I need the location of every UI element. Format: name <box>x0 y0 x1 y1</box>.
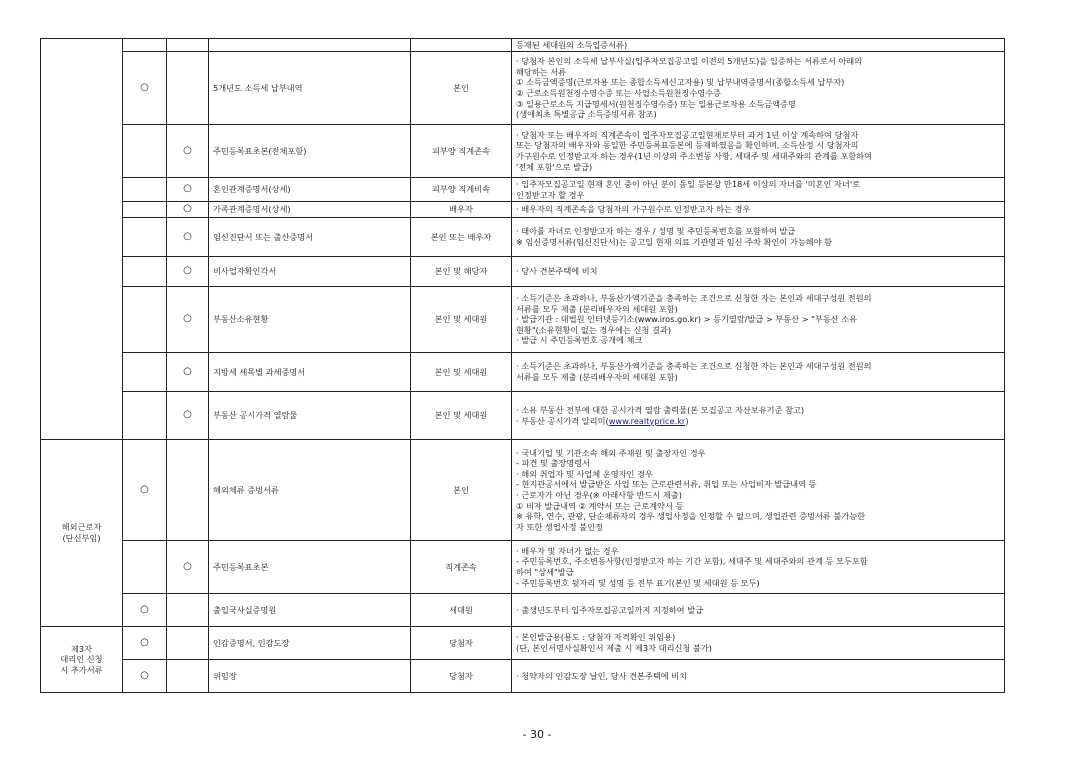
note-line: '전체 포함'으로 발급) <box>516 161 593 172</box>
note-line: · 당첨자 본인의 소득세 납부사실(입주자모집공고일 이전의 5개년도)을 입증하는 서류로서 아래의 <box>516 56 863 67</box>
document-name: 주민등록표초본(전체포함) <box>209 125 411 178</box>
check-mark-secondary: ○ <box>167 257 209 287</box>
note-line: ※ 유학, 연수, 관광, 단순체류자의 경우 생업사정을 인정할 수 없으며, 생업관련 증빙서류 불가능한 <box>516 511 866 522</box>
document-name: 임신진단서 또는 출산증명서 <box>209 218 411 257</box>
document-note <box>512 125 1005 178</box>
check-mark-secondary: ○ <box>167 287 209 353</box>
note-line: · 소득기준은 초과하나, 부동산가액기준을 충족하는 조건으로 신청한 자는 본인과 세대구성원 전원의 <box>516 361 872 372</box>
check-mark-primary <box>123 218 167 257</box>
document-name: 가족관계증명서(상세) <box>209 202 411 218</box>
table-row <box>41 353 1005 392</box>
note-line: 현황"(소유현황이 없는 경우에는 신청 결과) <box>516 324 672 335</box>
table-row <box>41 541 1005 594</box>
document-note <box>512 353 1005 392</box>
table-row <box>41 627 1005 660</box>
document-note <box>512 594 1005 627</box>
document-note <box>512 440 1005 541</box>
document-name: 인감증명서, 인감도장 <box>209 627 411 660</box>
table-row <box>41 202 1005 218</box>
document-note <box>512 257 1005 287</box>
note-line: · 발급기관 : 대법원 인터넷등기소(www.iros.go.kr) > 등기열람/발급 > 부동산 > "부동산 소유 <box>516 314 858 325</box>
check-mark-secondary <box>167 39 209 52</box>
note-line: 하여 "상세"발급 <box>516 567 574 577</box>
check-mark-secondary: ○ <box>167 218 209 257</box>
check-mark-primary: ○ <box>123 52 167 125</box>
document-requirements-table <box>40 38 1005 693</box>
document-note <box>512 39 1005 52</box>
document-name: 비사업자확인각서 <box>209 257 411 287</box>
note-line: 서류를 모두 제출 (분리배우자의 세대원 포함) <box>516 303 678 314</box>
applicant-target: 직계존속 <box>411 541 512 594</box>
table-row <box>41 178 1005 202</box>
page-number: - 30 - <box>522 728 552 741</box>
realtyprice-link[interactable]: www.realtyprice.kr <box>608 415 686 426</box>
check-mark-secondary <box>167 440 209 541</box>
document-name: 주민등록표초본 <box>209 541 411 594</box>
note-line: · 소득기준은 초과하나, 부동산가액기준을 충족하는 조건으로 신청한 자는 본인과 세대구성원 전원의 <box>516 293 872 304</box>
check-mark-secondary: ○ <box>167 202 209 218</box>
check-mark-primary: ○ <box>123 594 167 627</box>
applicant-target: 피부양 직계존속 <box>411 125 512 178</box>
note-line: · 당첨자 또는 배우자의 직계존속이 입주자모집공고일현재로부터 과거 1년 이상 계속하여 당첨자 <box>516 129 859 140</box>
document-note <box>512 218 1005 257</box>
note-line: ① 소득금액증명(근로자용 또는 종합소득세신고자용) 및 납부내역증명서(종합소득세 납부자) <box>516 77 845 88</box>
document-name: 출입국사실증명원 <box>209 594 411 627</box>
note-line: · 해외 취업자 및 사업체 운영자인 경우 <box>516 468 653 479</box>
check-mark-primary <box>123 257 167 287</box>
check-mark-secondary: ○ <box>167 353 209 392</box>
note-line: 해당하는 서류 <box>516 66 567 77</box>
table-row <box>41 39 1005 52</box>
check-mark-secondary <box>167 594 209 627</box>
document-note <box>512 178 1005 202</box>
note-line: · 배우자 및 자녀가 없는 경우 <box>516 545 619 556</box>
table-row <box>41 125 1005 178</box>
note-line: · 배우자의 직계존속을 당첨자의 가구원수로 인정받고자 하는 경우 <box>516 204 751 215</box>
section-label: 해외근로자 (단신부임) <box>41 440 123 627</box>
document-name: 부동산소유현황 <box>209 287 411 353</box>
check-mark-primary <box>123 287 167 353</box>
note-line: · 태아를 자녀로 인정받고자 하는 경우 / 성명 및 주민등록번호를 포함하여 발급 <box>516 226 796 237</box>
check-mark-secondary <box>167 627 209 660</box>
note-line: ② 근로소득원천징수영수증 또는 사업소득원천징수영수증 <box>516 88 721 98</box>
table-row <box>41 392 1005 440</box>
note-line: ① 비자 발급내역 ② 계약서 또는 근로계약서 등 <box>516 500 684 511</box>
note-line: - 주민등록번호 뒷자리 및 성명 등 전부 표기(본인 및 세대원 등 모두) <box>516 577 760 588</box>
applicant-target: 배우자 <box>411 202 512 218</box>
check-mark-secondary: ○ <box>167 178 209 202</box>
note-line: · 입주자모집공고일 현재 혼인 중이 아닌 분이 동일 등본상 만18세 이상의 자녀를 '미혼인 자녀'로 <box>516 178 860 189</box>
note-line: 등재된 세대원의 소득입증서류) <box>516 39 628 50</box>
applicant-target: 본인 및 세대원 <box>411 287 512 353</box>
table-row <box>41 257 1005 287</box>
document-note <box>512 660 1005 693</box>
section-label: 제3자 대리인 신청 시 추가서류 <box>41 627 123 693</box>
applicant-target: 본인 및 세대원 <box>411 353 512 392</box>
note-line: · 청약자의 인감도장 날인, 당사 견본주택에 비치 <box>516 670 688 681</box>
note-line: 자 또한 생업사정 불인정 <box>516 521 603 532</box>
section-label <box>41 39 123 440</box>
note-line: (단, 본인서명사실확인서 제출 시 제3자 대리신청 불가) <box>516 643 712 653</box>
document-name: 부동산 공시가격 열람물 <box>209 392 411 440</box>
note-line: ③ 일용근로소득 지급명세서(원천징수영수증) 또는 일용근로자용 소득금액증명 <box>516 98 796 109</box>
note-line: · 출생년도부터 입주자모집공고일까지 지정하여 발급 <box>516 604 704 615</box>
applicant-target: 당첨자 <box>411 627 512 660</box>
check-mark-secondary <box>167 52 209 125</box>
note-line: · 부동산 공시가격 알리미(www.realtyprice.kr) <box>516 415 689 426</box>
note-line: · 본인발급용(용도 : 당첨자 자격확인 위임용) <box>516 632 676 643</box>
table-row <box>41 52 1005 125</box>
document-note <box>512 52 1005 125</box>
check-mark-primary <box>123 353 167 392</box>
document-name: 지방세 세목별 과세증명서 <box>209 353 411 392</box>
document-name: 위임장 <box>209 660 411 693</box>
check-mark-primary <box>123 392 167 440</box>
applicant-target: 본인 <box>411 440 512 541</box>
note-line: · 근로자가 아닌 경우(※ 아래사항 반드시 제출) <box>516 490 682 500</box>
check-mark-primary <box>123 202 167 218</box>
check-mark-secondary <box>167 660 209 693</box>
note-line: · 발급 시 주민등록번호 공개에 체크 <box>516 335 643 346</box>
note-line: 가구원수로 인정받고자 하는 경우(1년 이상의 주소변동 사항, 세대주 및 세대주와의 관계를 포함하여 <box>516 151 873 161</box>
applicant-target <box>411 39 512 52</box>
applicant-target: 본인 및 세대원 <box>411 392 512 440</box>
applicant-target: 본인 및 해당자 <box>411 257 512 287</box>
note-line: - 주민등록번호, 주소변동사항(인정받고자 하는 기간 포함), 세대주 및 세대주와의 관계 등 모두포함 <box>516 556 868 567</box>
applicant-target: 당첨자 <box>411 660 512 693</box>
note-line: - 파견 및 출장명령서 <box>516 458 591 469</box>
document-name: 해외체류 증빙서류 <box>209 440 411 541</box>
check-mark-secondary: ○ <box>167 392 209 440</box>
note-line: · 국내기업 및 기관소속 해외 주재원 및 출장자인 경우 <box>516 447 706 458</box>
document-note <box>512 202 1005 218</box>
check-mark-secondary: ○ <box>167 541 209 594</box>
document-note <box>512 392 1005 440</box>
check-mark-secondary: ○ <box>167 125 209 178</box>
note-line: ※ 임신증명서류(임신진단서)는 공고일 현재 의료 기관명과 임신 주차 확인이 가능해야 함 <box>516 237 833 247</box>
note-line: 또는 당첨자의 배우자와 동일한 주민등록표등본에 등재하였음을 확인하며, 소득산정 시 당첨자의 <box>516 140 859 151</box>
document-note <box>512 287 1005 353</box>
applicant-target: 본인 <box>411 52 512 125</box>
document-name: 5개년도 소득세 납부내역 <box>209 52 411 125</box>
table-row <box>41 287 1005 353</box>
note-line: 인정받고자 할 경우 <box>516 189 585 200</box>
check-mark-primary: ○ <box>123 627 167 660</box>
table-row <box>41 440 1005 541</box>
table-row <box>41 660 1005 693</box>
check-mark-primary <box>123 541 167 594</box>
note-line: (생애최초 특별공급 소득증빙서류 참조) <box>516 109 657 120</box>
document-note <box>512 627 1005 660</box>
check-mark-primary <box>123 39 167 52</box>
table-row <box>41 594 1005 627</box>
note-line: · 소유 부동산 전부에 대한 공시가격 열람 출력물(본 모집공고 자산보유기준 참고) <box>516 404 805 415</box>
note-line: - 현지관공서에서 발급받은 사업 또는 근로관련서류, 취업 또는 사업비자 발급내역 등 <box>516 479 817 490</box>
table-row <box>41 218 1005 257</box>
applicant-target: 본인 또는 배우자 <box>411 218 512 257</box>
applicant-target: 세대원 <box>411 594 512 627</box>
check-mark-primary <box>123 178 167 202</box>
note-line: · 당사 견본주택에 비치 <box>516 266 598 277</box>
check-mark-primary: ○ <box>123 660 167 693</box>
note-line: 서류를 모두 제출 (분리배우자의 세대원 포함) <box>516 372 678 382</box>
check-mark-primary <box>123 125 167 178</box>
document-note <box>512 541 1005 594</box>
applicant-target: 피부양 직계비속 <box>411 178 512 202</box>
document-name <box>209 39 411 52</box>
check-mark-primary: ○ <box>123 440 167 541</box>
document-name: 혼인관계증명서(상세) <box>209 178 411 202</box>
